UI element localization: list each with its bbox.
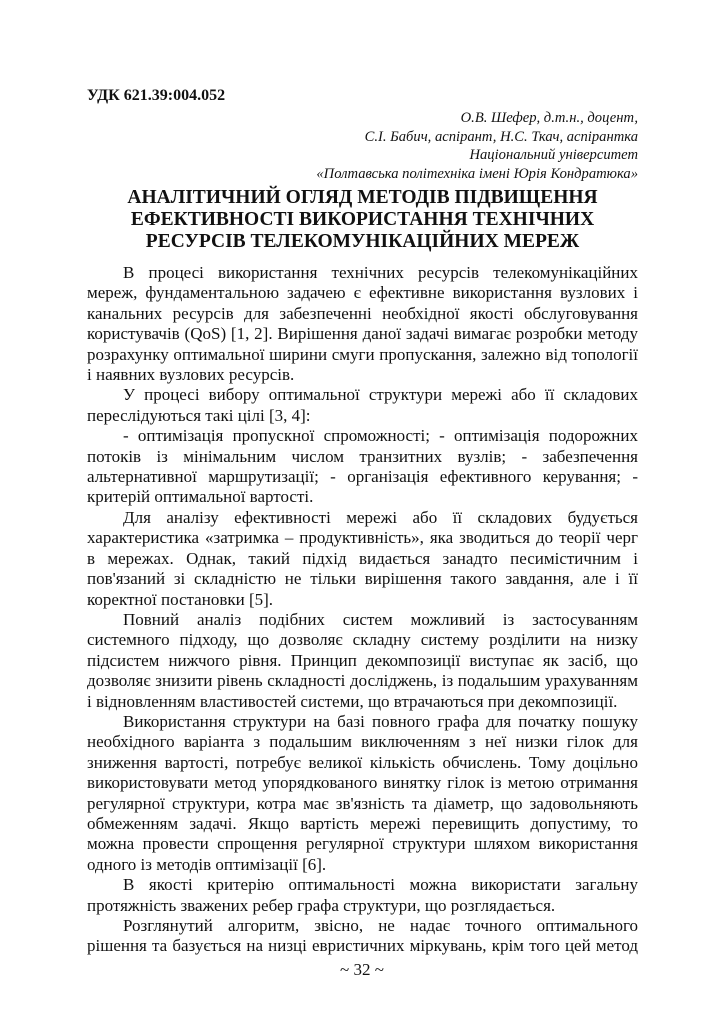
text-line: одного із методів оптимізації [6].: [87, 854, 327, 874]
text-line: системного підходу, що дозволяє складну систему розділити на низку: [87, 630, 638, 650]
paragraph: [87, 916, 638, 957]
text-line: і відновленням властивостей системи, що втрачаються при декомпозиції.: [87, 691, 618, 711]
text-line: протяжність зважених ребер графа структури, що розглядається.: [87, 895, 556, 915]
author-line: О.В. Шефер, д.т.н., доцент,: [460, 110, 638, 126]
text-line: і наявних вузлових ресурсів.: [87, 365, 295, 385]
text-line: регулярної структури, котра має зв'язність та діаметр, що задовольняють: [87, 793, 638, 813]
text-line: канальних ресурсів для забезпеченні необхідної якості обслуговування: [87, 303, 638, 323]
text-line: переслідуються такі цілі [3, 4]:: [87, 405, 311, 425]
paragraph: [87, 875, 638, 916]
title-line: РЕСУРСІВ ТЕЛЕКОМУНІКАЦІЙНИХ МЕРЕЖ: [145, 231, 580, 252]
text-line: можна провести спрощення регулярної структури шляхом використання: [87, 834, 638, 854]
text-line: У процесі вибору оптимальної структури мережі або її складових: [123, 385, 638, 405]
text-line: користувачів (QoS) [1, 2]. Вирішення даної задачі вимагає розробки методу: [87, 324, 638, 344]
paragraph: [87, 508, 638, 610]
text-line: зниження вартості, потребує великої кількість обчислень. Тому доцільно: [87, 752, 638, 772]
affiliation-line: Національний університет: [469, 147, 638, 164]
text-line: Для аналізу ефективності мережі або її складових будується: [123, 507, 638, 527]
text-line: коректної постановки [5].: [87, 589, 274, 609]
text-line: пов'язаний зі складністю не тільки вирішення такого завдання, але і її: [87, 569, 638, 589]
text-line: альтернативної маршрутизації; - організація ефективного керування; -: [87, 467, 638, 487]
paragraph: [87, 385, 638, 426]
udk-code: УДК 621.39:004.052: [87, 87, 226, 104]
author-block: [316, 109, 638, 183]
title-line: ЕФЕКТИВНОСТІ ВИКОРИСТАННЯ ТЕХНІЧНИХ: [130, 209, 595, 230]
paragraph: [87, 263, 638, 385]
text-line: використовувати метод упорядкованого винятку гілок із метою отримання: [87, 773, 638, 793]
page-number: ~ 32 ~: [340, 960, 384, 979]
affiliation-line: «Полтавська політехніка імені Юрія Кондратюка»: [316, 165, 638, 182]
paragraph: [87, 426, 638, 508]
text-line: Повний аналіз подібних систем можливий із застосуванням: [123, 609, 638, 629]
text-line: необхідного варіанта з подальшим виключенням з неї низки гілок для: [87, 732, 638, 752]
text-line: розрахунку оптимальної ширини смуги пропускання, залежно від топології: [87, 344, 638, 364]
text-line: Використання структури на базі повного графа для початку пошуку: [123, 711, 638, 731]
text-line: обмеженням задачі. Якщо вартість мережі перевищить допустиму, то: [87, 813, 638, 833]
text-line: рішення та базується на низці евристичних міркувань, крім того цей метод: [87, 936, 638, 956]
text-line: потоків із мінімальним числом транзитних вузлів; - забезпечення: [87, 446, 638, 466]
text-line: В процесі використання технічних ресурсів телекомунікаційних: [123, 263, 638, 282]
text-line: характеристика «затримка – продуктивність», яка зводиться до теорії черг: [87, 528, 638, 548]
text-line: В якості критерію оптимальності можна використати загальну: [123, 875, 638, 895]
paragraph: [87, 712, 638, 875]
paragraph: [87, 610, 638, 712]
article-body: [87, 263, 638, 957]
title-line: АНАЛІТИЧНИЙ ОГЛЯД МЕТОДІВ ПІДВИЩЕННЯ: [127, 187, 598, 208]
text-line: критерій оптимальної вартості.: [87, 487, 314, 507]
author-line: С.І. Бабич, аспірант, Н.С. Ткач, аспірантка: [364, 128, 638, 145]
article-title: [87, 187, 638, 253]
text-line: - оптимізація пропускної спроможності; - оптимізація подорожних: [123, 426, 638, 446]
text-line: дозволяє знизити рівень складності досліджень, із подальшим урахуванням: [87, 671, 638, 691]
text-line: підсистем нижчого рівня. Принцип декомпозиції виступає як засіб, що: [87, 650, 638, 670]
text-line: в мережах. Однак, такий підхід видається занадто песимістичним і: [87, 548, 638, 568]
text-line: мереж, фундаментальною задачею є ефективне використання вузлових і: [87, 283, 638, 303]
text-line: Розглянутий алгоритм, звісно, не надає точного оптимального: [123, 916, 638, 935]
